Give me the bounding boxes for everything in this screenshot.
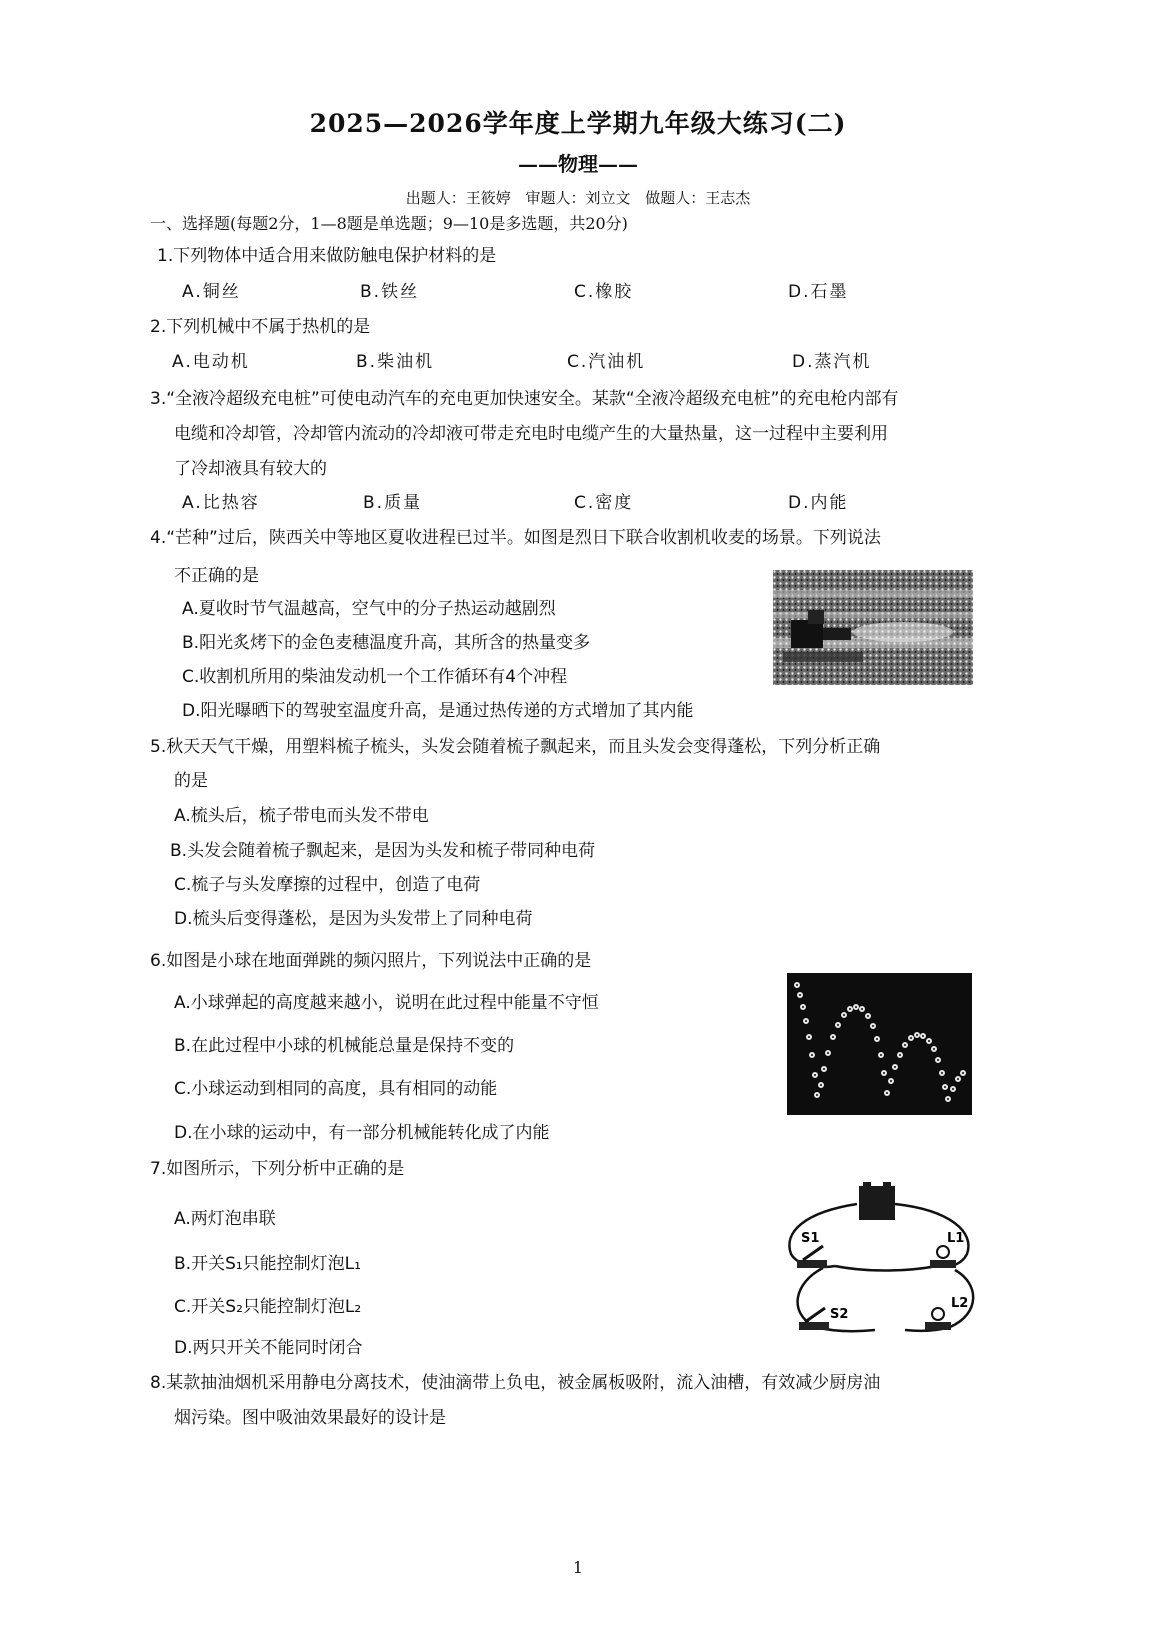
q2-option-a: A.电动机 [172, 352, 250, 372]
q8-stem-line1: 8.某款抽油烟机采用静电分离技术，使油滴带上负电，被金属板吸附，流入油槽，有效减少厨房油 [150, 1373, 881, 1393]
q7-option-a: A.两灯泡串联 [174, 1209, 276, 1229]
page-number: 1 [572, 1558, 584, 1577]
q5-stem-line1: 5.秋天天气干燥，用塑料梳子梳头，头发会随着梳子飘起来，而且头发会变得蓬松，下列分析正确 [150, 737, 881, 757]
subject-title: ——物理—— [518, 152, 638, 176]
q5-option-d: D.梳头后变得蓬松，是因为头发带上了同种电荷 [174, 909, 533, 929]
q3-stem-line2: 电缆和冷却管，冷却管内流动的冷却液可带走充电时电缆产生的大量热量，这一过程中主要利用 [174, 424, 888, 444]
authors-line: 出题人：王筱婷 审题人：刘立文 做题人：王志杰 [405, 189, 751, 207]
q7-stem: 7.如图所示，下列分析中正确的是 [150, 1159, 405, 1179]
label-s1: S1 [801, 1231, 820, 1246]
section-heading: 一、选择题(每题2分，1—8题是单选题；9—10是多选题，共20分) [150, 214, 628, 233]
q3-option-b: B.质量 [363, 493, 423, 513]
q5-option-c: C.梳子与头发摩擦的过程中，创造了电荷 [174, 875, 481, 895]
q2-option-b: B.柴油机 [356, 352, 435, 372]
q1-option-c: C.橡胶 [574, 282, 634, 302]
q3-stem-line3: 了冷却液具有较大的 [174, 459, 327, 479]
q4-option-c: C.收割机所用的柴油发动机一个工作循环有4个冲程 [182, 667, 568, 687]
q3-option-c: C.密度 [574, 493, 634, 513]
circuit-diagram [775, 1172, 990, 1344]
q6-option-a: A.小球弹起的高度越来越小，说明在此过程中能量不守恒 [174, 993, 599, 1013]
q4-option-d: D.阳光曝晒下的驾驶室温度升高，是通过热传递的方式增加了其内能 [182, 701, 694, 721]
q3-option-a: A.比热容 [182, 493, 260, 513]
q1-option-d: D.石墨 [788, 282, 849, 302]
q4-stem-line1: 4.“芒种”过后，陕西关中等地区夏收进程已过半。如图是烈日下联合收割机收麦的场景。下列说法 [150, 528, 881, 548]
lamp-l1-icon [930, 1246, 956, 1268]
q4-option-b: B.阳光炙烤下的金色麦穗温度升高，其所含的热量变多 [182, 633, 591, 653]
q4-stem-line2: 不正确的是 [174, 566, 259, 586]
label-l2: L2 [951, 1296, 969, 1311]
switch-s1-icon [797, 1246, 827, 1268]
q5-option-a: A.梳头后，梳子带电而头发不带电 [174, 806, 429, 826]
q6-option-d: D.在小球的运动中，有一部分机械能转化成了内能 [174, 1123, 550, 1143]
q3-option-d: D.内能 [788, 493, 849, 513]
q6-stem: 6.如图是小球在地面弹跳的频闪照片，下列说法中正确的是 [150, 951, 592, 971]
q1-option-b: B.铁丝 [360, 282, 420, 302]
q5-stem-line2: 的是 [174, 771, 208, 791]
q3-stem-line1: 3.“全液冷超级充电桩”可使电动汽车的充电更加快速安全。某款“全液冷超级充电桩”的充电枪内部有 [150, 389, 899, 409]
q7-option-d: D.两只开关不能同时闭合 [174, 1338, 363, 1358]
q6-option-b: B.在此过程中小球的机械能总量是保持不变的 [174, 1036, 515, 1056]
q2-option-c: C.汽油机 [567, 352, 646, 372]
q2-option-d: D.蒸汽机 [792, 352, 872, 372]
label-s2: S2 [830, 1307, 849, 1322]
q6-option-c: C.小球运动到相同的高度，具有相同的动能 [174, 1079, 498, 1099]
exam-title: 2025—2026学年度上学期九年级大练习(二) [309, 109, 847, 138]
q8-stem-line2: 烟污染。图中吸油效果最好的设计是 [174, 1408, 446, 1428]
q1-option-a: A.铜丝 [182, 282, 241, 302]
q1-stem: 1.下列物体中适合用来做防触电保护材料的是 [157, 246, 497, 266]
q5-option-b: B.头发会随着梳子飘起来，是因为头发和梳子带同种电荷 [170, 841, 596, 861]
q2-stem: 2.下列机械中不属于热机的是 [150, 317, 371, 337]
lamp-l2-icon [925, 1308, 951, 1330]
q4-option-a: A.夏收时节气温越高，空气中的分子热运动越剧烈 [182, 599, 556, 619]
harvester-photo [773, 570, 973, 685]
label-l1: L1 [947, 1231, 965, 1246]
bouncing-ball-photo [787, 973, 972, 1115]
q7-option-b: B.开关S₁只能控制灯泡L₁ [174, 1254, 361, 1274]
q7-option-c: C.开关S₂只能控制灯泡L₂ [174, 1297, 362, 1317]
